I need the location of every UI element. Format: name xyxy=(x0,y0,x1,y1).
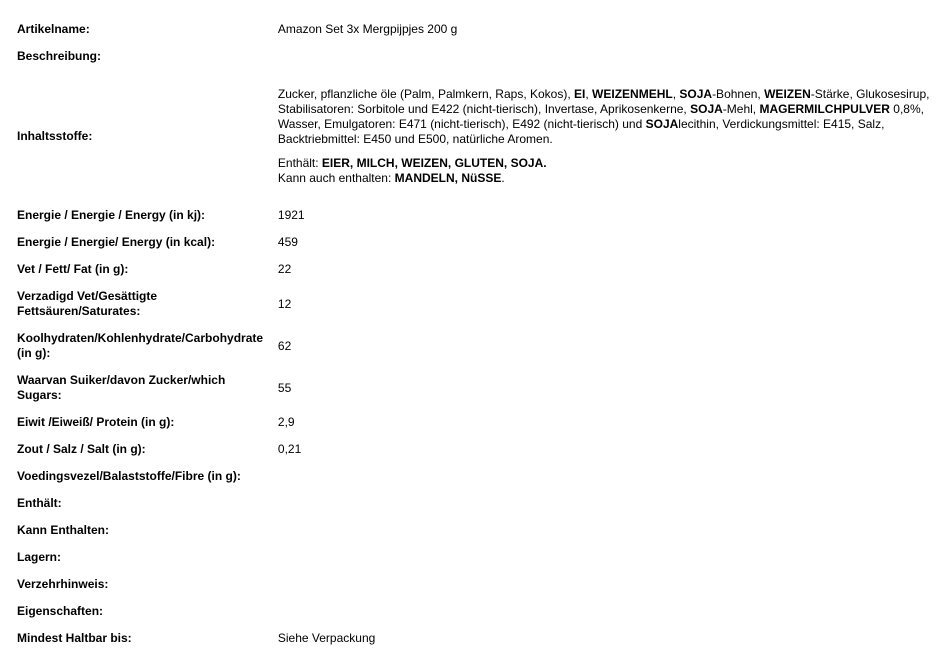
row-beschreibung xyxy=(14,43,934,70)
ingredients-value xyxy=(275,70,934,202)
row-value xyxy=(275,571,934,598)
row-label: Verzadigd Vet/Gesättigte Fettsäuren/Saturates: xyxy=(17,289,158,318)
row-eiweiss xyxy=(14,409,934,436)
row-gesaettigte-fettsaeuren xyxy=(14,283,934,325)
row-value: 55 xyxy=(277,380,292,395)
row-label: Eigenschaften: xyxy=(17,604,104,618)
row-enthaelt xyxy=(14,490,934,517)
row-value xyxy=(275,598,934,625)
row-label: Energie / Energie/ Energy (in kcal): xyxy=(17,235,216,249)
row-label: Lagern: xyxy=(17,550,62,564)
row-energie-kcal xyxy=(14,229,934,256)
row-label: Enthält: xyxy=(17,496,62,510)
row-mindest-haltbar xyxy=(14,625,934,652)
row-value: 2,9 xyxy=(277,415,295,429)
row-zucker xyxy=(14,367,934,409)
row-label: Zout / Salz / Salt (in g): xyxy=(17,442,146,456)
row-label: Kann Enthalten: xyxy=(17,523,109,537)
row-inhaltsstoffe xyxy=(14,70,934,202)
row-label: Artikelname: xyxy=(17,22,90,36)
row-value: Siehe Verpackung xyxy=(277,631,376,645)
row-label: Eiwit /Eiweiß/ Protein (in g): xyxy=(17,415,175,429)
row-label: Beschreibung: xyxy=(17,49,102,63)
row-value: 12 xyxy=(277,296,292,311)
row-kann-enthalten xyxy=(14,517,934,544)
row-value xyxy=(275,463,934,490)
row-label: Mindest Haltbar bis: xyxy=(17,631,132,645)
row-value: 62 xyxy=(277,338,292,353)
allergens-may-contain: Kann auch enthalten: MANDELN, NüSSE. xyxy=(277,170,505,185)
row-label: Inhaltsstoffe: xyxy=(17,128,93,143)
row-value: 0,21 xyxy=(277,442,302,456)
row-value: 459 xyxy=(277,235,298,249)
row-verzehrhinweis xyxy=(14,571,934,598)
row-value: Amazon Set 3x Mergpijpjes 200 g xyxy=(277,22,458,36)
row-fett xyxy=(14,256,934,283)
row-value xyxy=(275,490,934,517)
row-eigenschaften xyxy=(14,598,934,625)
row-value: 1921 xyxy=(277,208,305,222)
row-label: Koolhydraten/Kohlenhydrate/Carbohydrate (in g): xyxy=(17,331,264,360)
row-value xyxy=(275,544,934,571)
allergens-contains: Enthält: EIER, MILCH, WEIZEN, GLUTEN, SOJA. xyxy=(277,155,547,170)
row-value: 22 xyxy=(277,262,292,276)
row-salz xyxy=(14,436,934,463)
row-value xyxy=(275,517,934,544)
row-label: Voedingsvezel/Balaststoffe/Fibre (in g): xyxy=(17,469,241,483)
row-kohlenhydrate xyxy=(14,325,934,367)
row-label: Energie / Energie / Energy (in kj): xyxy=(17,208,206,222)
row-energie-kj xyxy=(14,202,934,229)
row-label: Verzehrhinweis: xyxy=(17,577,109,591)
row-ballaststoffe xyxy=(14,463,934,490)
row-label: Vet / Fett/ Fat (in g): xyxy=(17,262,129,276)
product-info-table xyxy=(14,16,934,652)
row-label: Waarvan Suiker/davon Zucker/which Sugars: xyxy=(17,373,226,402)
row-value xyxy=(275,43,934,70)
row-lagern xyxy=(14,544,934,571)
row-artikelname xyxy=(14,16,934,43)
ingredients-text: Zucker, pflanzliche öle (Palm, Palmkern, Raps, Kokos), EI, WEIZENMEHL, SOJA-Bohnen, WEIZEN-Stärke, Glukosesirup, Stabilisatoren: Sorbitole und E422 (nicht-tierisch), Invertase, Aprikosenkerne, SOJA-Mehl, MAGERMILCHPULVER 0,8%, Wasser, Emulgatoren: E471 (nicht-tierisch), E492 (nicht-tierisch) und SOJAlecithin, Verdickungsmittel: E415, Salz, Backtriebmittel: E450 und E500, natürliche Aromen. xyxy=(277,86,930,146)
